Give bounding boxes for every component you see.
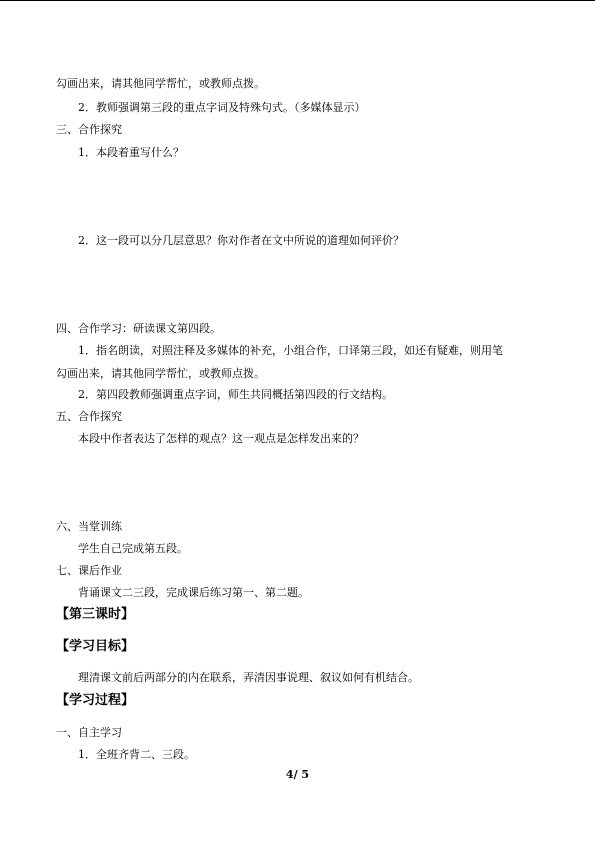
text-line: 背诵课文二三段，完成课后练习第一、第二题。 [78, 586, 309, 599]
text-line: 学生自己完成第五段。 [78, 542, 188, 555]
section-heading: 七、课后作业 [56, 564, 122, 577]
section-heading: 五、合作探究 [56, 410, 122, 423]
process-heading: 【学习过程】 [56, 693, 135, 708]
text-line: 1．本段着重写什么？ [78, 146, 184, 159]
lesson-heading: 【第三课时】 [56, 607, 135, 622]
section-heading: 三、合作探究 [56, 123, 122, 136]
section-heading: 四、合作学习：研读课文第四段。 [56, 322, 221, 335]
objective-heading: 【学习目标】 [56, 639, 135, 654]
section-heading: 一、自主学习 [56, 726, 122, 739]
text-line: 勾画出来，请其他同学帮忙，或教师点拨。 [56, 77, 265, 90]
text-line: 2．这一段可以分几层意思？你对作者在文中所说的道理如何评价？ [78, 234, 404, 247]
text-line: 勾画出来，请其他同学帮忙，或教师点拨。 [56, 367, 265, 380]
top-rule [0, 0, 595, 1]
page-number: 4/ 5 [285, 768, 310, 781]
text-line: 理清课文前后两部分的内在联系，弄清因事说理、叙议如何有机结合。 [78, 671, 419, 684]
text-line: 1．指名朗读，对照注释及多媒体的补充，小组合作，口译第三段，如还有疑难，则用笔 [78, 344, 503, 357]
text-line: 2．教师强调第三段的重点字词及特殊句式。（多媒体显示） [78, 101, 366, 114]
text-line: 1．全班齐背二、三段。 [78, 748, 195, 761]
section-heading: 六、当堂训练 [56, 520, 122, 533]
text-line: 本段中作者表达了怎样的观点？这一观点是怎样发出来的？ [78, 432, 364, 445]
text-line: 2．第四段教师强调重点字词，师生共同概括第四段的行文结构。 [78, 388, 393, 401]
